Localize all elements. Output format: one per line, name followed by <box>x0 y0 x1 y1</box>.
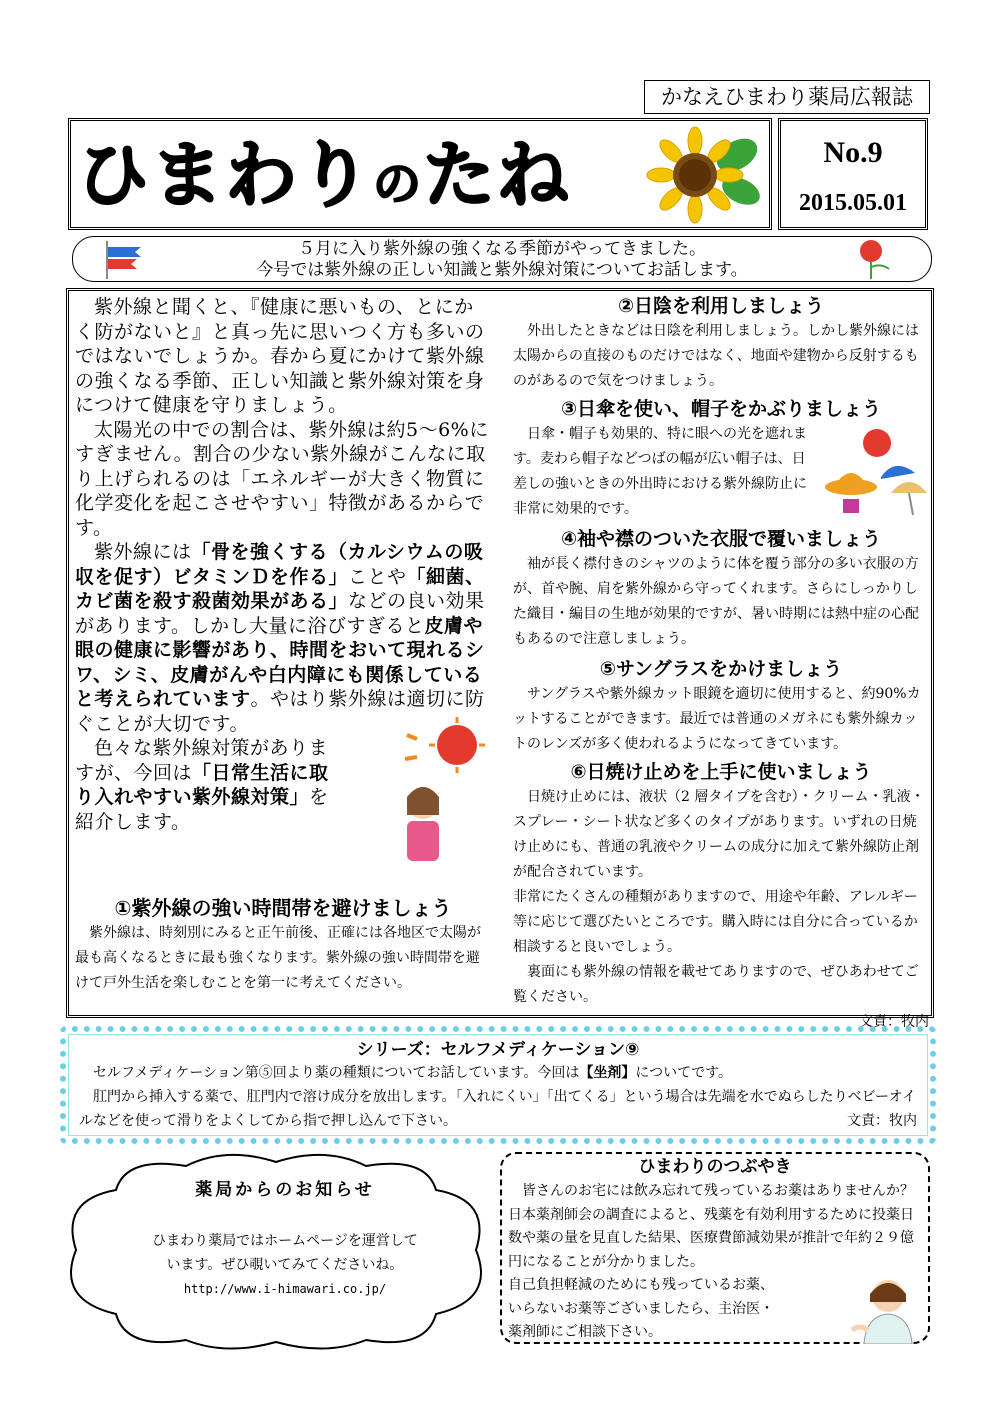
series-title: シリーズ：セルフメディケーション⑨ <box>356 1040 640 1060</box>
publisher-label: かなえひまわり薬局広報誌 <box>644 80 930 114</box>
series-author: 文責：牧内 <box>847 1113 917 1129</box>
masthead <box>68 118 772 230</box>
left-paragraph-2: 太陽光の中での割合は、紫外線は約5～6%にすぎません。割合の少ない紫外線がこんなに取り上げられるのは「エネルギーが大きく物質に化学変化を起こさせやすい」特徴があるからです。 <box>75 418 489 539</box>
uv-article <box>66 288 934 1030</box>
woman-in-sun-icon <box>387 715 497 865</box>
section-4-body: 袖が長く襟付きのシャツのように体を覆う部分の多い衣服の方が、首や腕、肩を紫外線から守ってくれます。さらにしっかりした織目・編目の生地が効果的ですが、暑い時期には熱中症の心配もあるので注意しましょう。 <box>513 556 919 647</box>
section-1-body: 紫外線は、時刻別にみると正午前後、正確には各地区で太陽が最も高くなるときに最も強くなります。紫外線の強い時間帯を避けて戸外生活を楽しむことを第一に考えてください。 <box>75 925 481 991</box>
section-5-body: サングラスや紫外線カット眼鏡を適切に使用すると、約90%カットすることができます。最近では普通のメガネにも紫外線カットのレンズが多く使われるようになってきています。 <box>513 686 921 752</box>
intro-line-1: ５月に入り紫外線の強くなる季節がやってきました。 <box>298 239 706 259</box>
section-2-heading: ②日陰を利用しましょう <box>617 295 825 317</box>
tsubuyaki-box <box>500 1152 930 1344</box>
pharmacist-icon <box>848 1272 926 1344</box>
intro-line-2: 今号では紫外線の正しい知識と紫外線対策についてお話します。 <box>256 260 748 280</box>
notice-line-2: います。ぜひ覗いてみてくださいね。 <box>166 1257 404 1273</box>
series-body <box>69 1061 927 1133</box>
section-6-heading: ⑥日焼け止めを上手に使いましょう <box>570 761 872 783</box>
newsletter-title: ひまわりのたね <box>77 133 572 217</box>
notice-title: 薬局からのお知らせ <box>195 1180 375 1200</box>
notice-box <box>105 1175 465 1301</box>
tsubuyaki-paragraph: 皆さんのお宅には飲み忘れて残っているお薬はありませんか？日本薬剤師会の調査によると、残薬を有効利用するために投薬日数や薬の量を見直した結果、医療費節減効果が推計で年約２９億円になることが分かりました。 <box>508 1183 914 1270</box>
koinobori-icon <box>103 239 147 279</box>
carnation-icon <box>851 237 901 281</box>
left-paragraph-4: 色々な紫外線対策がありますが、今回は「日常生活に取り入れやすい紫外線対策」を紹介します。 <box>75 737 329 833</box>
section-2-body: 外出したときなどは日陰を利用しましょう。しかし紫外線には太陽からの直接のものだけではなく、地面や建物から反射するものがあるので気をつけましょう。 <box>513 323 919 389</box>
hat-umbrella-icon <box>821 421 931 517</box>
issue-box <box>778 118 928 230</box>
notice-body <box>105 1229 465 1301</box>
left-paragraph-1: 紫外線と聞くと、『健康に悪いもの、とにかく防がないと』と真っ先に思いつく方も多いのではないでしょうか。春から夏にかけて紫外線の強くなる季節、正しい知識と紫外線対策を身につけて健康を守りましょう。 <box>75 296 485 416</box>
section-3-body: 日傘・帽子も効果的、特に眼への光を遮れます。麦わら帽子などつばの幅が広い帽子は、日差しの強いときの外出時における紫外線防止に非常に効果的です。 <box>513 426 807 517</box>
section-6-body-1: 日焼け止めには、液状（2 層タイプを含む）・クリーム・乳液・スプレー・シート状など多くのタイプがあります。いずれの日焼け止めにも、普通の乳液やクリームの成分に加えて紫外線防止剤が配合されています。 <box>513 789 925 880</box>
series-box <box>60 1026 936 1144</box>
left-paragraph-3: 紫外線には「骨を強くする（カルシウムの吸収を促す）ビタミンＤを作る」ことや「細菌、カビ菌を殺す殺菌効果がある」などの良い効果があります。しかし大量に浴びすぎると皮膚や眼の健康に影響があり、時間をおいて現れるシワ、シミ、皮膚がんや白内障にも関係していると考えられています。やはり紫外線は適切に防ぐことが大切です。 <box>75 541 485 735</box>
article-right-column <box>513 293 929 1035</box>
section-3-heading: ③日傘を使い、帽子をかぶりましょう <box>560 398 882 420</box>
section-4-heading: ④袖や襟のついた衣服で覆いましょう <box>560 528 882 550</box>
section-6-body-3: 裏面にも紫外線の情報を載せてありますので、ぜひあわせてご覧ください。 <box>513 964 919 1005</box>
intro-banner <box>72 236 932 282</box>
series-line-1: セルフメディケーション第⑤回より薬の種類についてお話しています。今回は【坐剤】についてです。 <box>93 1065 732 1081</box>
series-inner <box>68 1034 928 1136</box>
tsubuyaki-line-2: 自己負担軽減のためにも残っているお薬、 <box>508 1277 774 1293</box>
section-1 <box>75 895 491 996</box>
website-link[interactable]: http://www.i-himawari.co.jp/ <box>183 1282 387 1296</box>
tsubuyaki-title: ひまわりのつぶやき <box>638 1157 792 1177</box>
sunflower-icon <box>637 125 765 225</box>
tsubuyaki-line-4: 薬剤師にご相談下さい。 <box>508 1324 662 1340</box>
series-line-2: 肛門から挿入する薬で、肛門内で溶け成分を放出します。「入れにくい」「出てくる」という場合は先端を水でぬらしたりベビーオイルなどを使って滑りをよくしてから指で押し込んで下さい。 <box>79 1089 917 1129</box>
tsubuyaki-line-3: いらないお薬等ございましたら、主治医・ <box>508 1300 774 1317</box>
section-5-heading: ⑤サングラスをかけましょう <box>599 658 843 680</box>
notice-line-1: ひまわり薬局ではホームページを運営して <box>152 1233 418 1249</box>
issue-date: 2015.05.01 <box>799 190 907 216</box>
section-1-heading: ①紫外線の強い時間帯を避けましょう <box>114 896 452 920</box>
issue-number: No.9 <box>823 136 883 169</box>
section-6-body-2: 非常にたくさんの種類がありますので、用途や年齢、アレルギー等に応じて選びたいところです。購入時には自分に合っているか相談すると良いでしょう。 <box>513 889 918 955</box>
article-author: 文責：牧内 <box>859 1014 929 1030</box>
